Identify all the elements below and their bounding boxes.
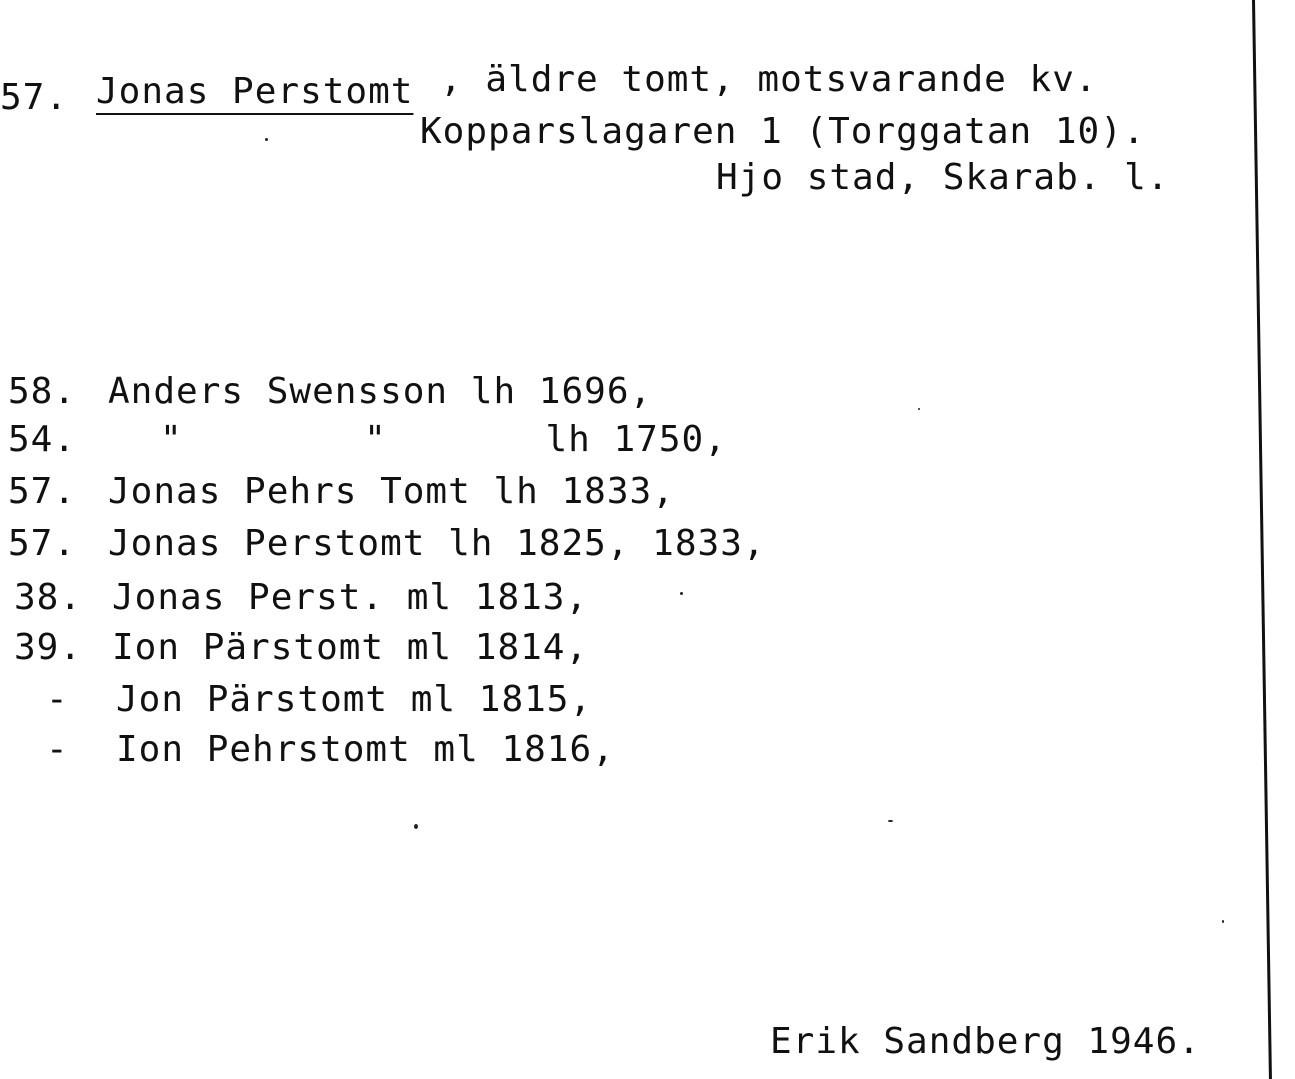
heading-description: , äldre tomt, motsvarande kv. (440, 59, 1098, 100)
entry-number: 38. (14, 577, 83, 618)
scan-speck (414, 824, 418, 829)
entry-row (0, 628, 900, 678)
entry-row (0, 524, 900, 574)
entry-row (0, 472, 900, 522)
entry-number: 39. (14, 627, 83, 668)
entry-number: 57. (8, 471, 77, 512)
entry-number: 58. (8, 371, 77, 412)
entry-number: 54. (8, 419, 77, 460)
scan-speck (918, 408, 920, 410)
scan-speck (888, 820, 893, 822)
location-line-2: Hjo stad, Skarab. l. (716, 157, 1170, 198)
entry-number: - (46, 729, 69, 770)
entry-number: 57. (8, 523, 77, 564)
entry-row (0, 420, 900, 470)
entry-text: Ion Pehrstomt ml 1816, (116, 729, 615, 770)
heading-number: 57. (0, 77, 69, 118)
location-line-1: Kopparslagaren 1 (Torggatan 10). (420, 111, 1146, 152)
entry-row (0, 372, 900, 422)
entry-text: Jonas Perstomt lh 1825, 1833, (108, 523, 766, 564)
entry-text: Jonas Perst. ml 1813, (112, 577, 589, 618)
entry-text: Jonas Pehrs Tomt lh 1833, (108, 471, 675, 512)
card-edge-line (1252, 0, 1272, 1079)
heading-name: Jonas Perstomt (96, 71, 414, 112)
entry-number: - (46, 679, 69, 720)
entry-text: Anders Swensson lh 1696, (108, 371, 653, 412)
entry-text: Ion Pärstomt ml 1814, (112, 627, 589, 668)
entry-row (0, 730, 900, 780)
entry-text: " " lh 1750, (160, 419, 727, 460)
entry-row (0, 578, 900, 628)
signature: Erik Sandberg 1946. (770, 1021, 1201, 1062)
scan-speck (680, 592, 683, 595)
entry-text: Jon Pärstomt ml 1815, (116, 679, 593, 720)
scan-speck (265, 138, 268, 141)
scan-speck (1222, 920, 1224, 923)
entry-row (0, 680, 900, 730)
